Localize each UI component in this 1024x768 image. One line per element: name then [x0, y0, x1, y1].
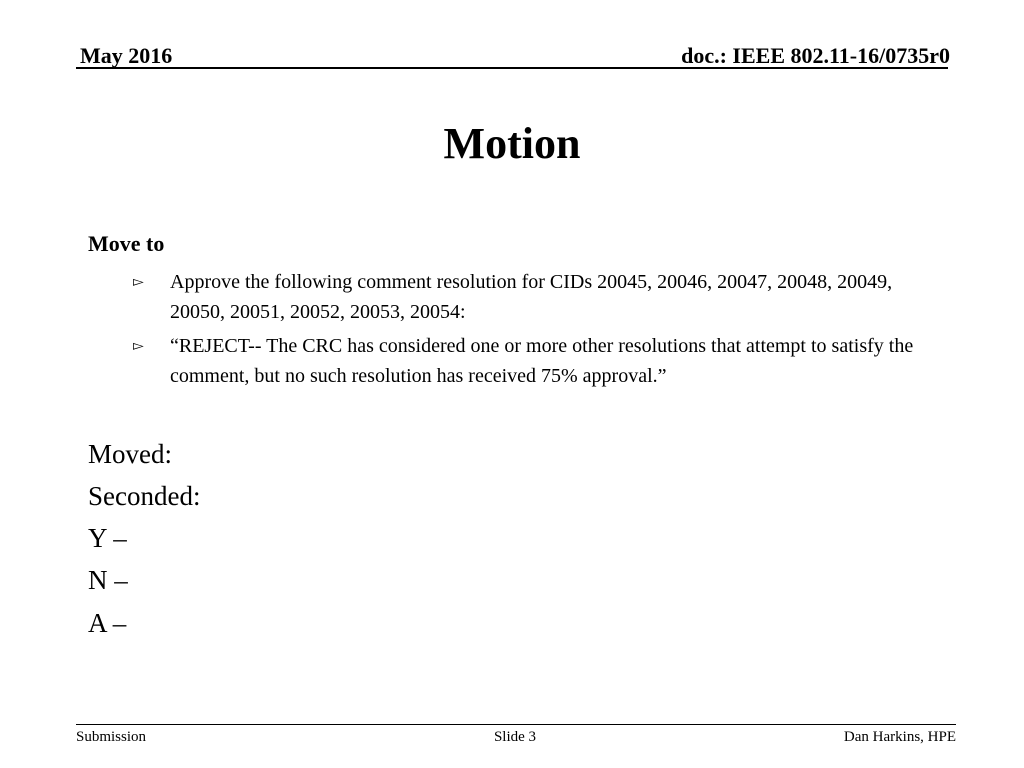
footer-slide-number: Slide 3: [493, 729, 537, 745]
slide-title: Motion: [443, 119, 581, 168]
vote-seconded: Seconded:: [88, 481, 201, 511]
footer-submission: Submission: [76, 729, 147, 745]
header-date: May 2016: [80, 43, 173, 68]
vote-abstain: A –: [88, 608, 127, 638]
arrow-bullet-icon: ▻: [133, 338, 144, 354]
bullet-item: [133, 267, 933, 327]
vote-moved: Moved:: [88, 439, 172, 469]
bullet-item: [133, 331, 933, 391]
vote-no: N –: [88, 565, 128, 595]
vote-yes: Y –: [88, 523, 127, 553]
bullet-text: “REJECT-- The CRC has considered one or more other resolutions that attempt to satisfy the comment, but no such resolution has received 75% approval.”: [170, 335, 914, 387]
arrow-bullet-icon: ▻: [133, 274, 144, 290]
bullet-text: Approve the following comment resolution for CIDs 20045, 20046, 20047, 20048, 20049, 20050, 20051, 20052, 20053, 20054:: [170, 271, 893, 323]
footer-author: Dan Harkins, HPE: [843, 729, 956, 745]
footer-divider: [76, 724, 956, 725]
header-divider: [76, 67, 948, 69]
move-to-heading: Move to: [88, 231, 165, 256]
header-document-id: doc.: IEEE 802.11-16/0735r0: [681, 43, 950, 68]
